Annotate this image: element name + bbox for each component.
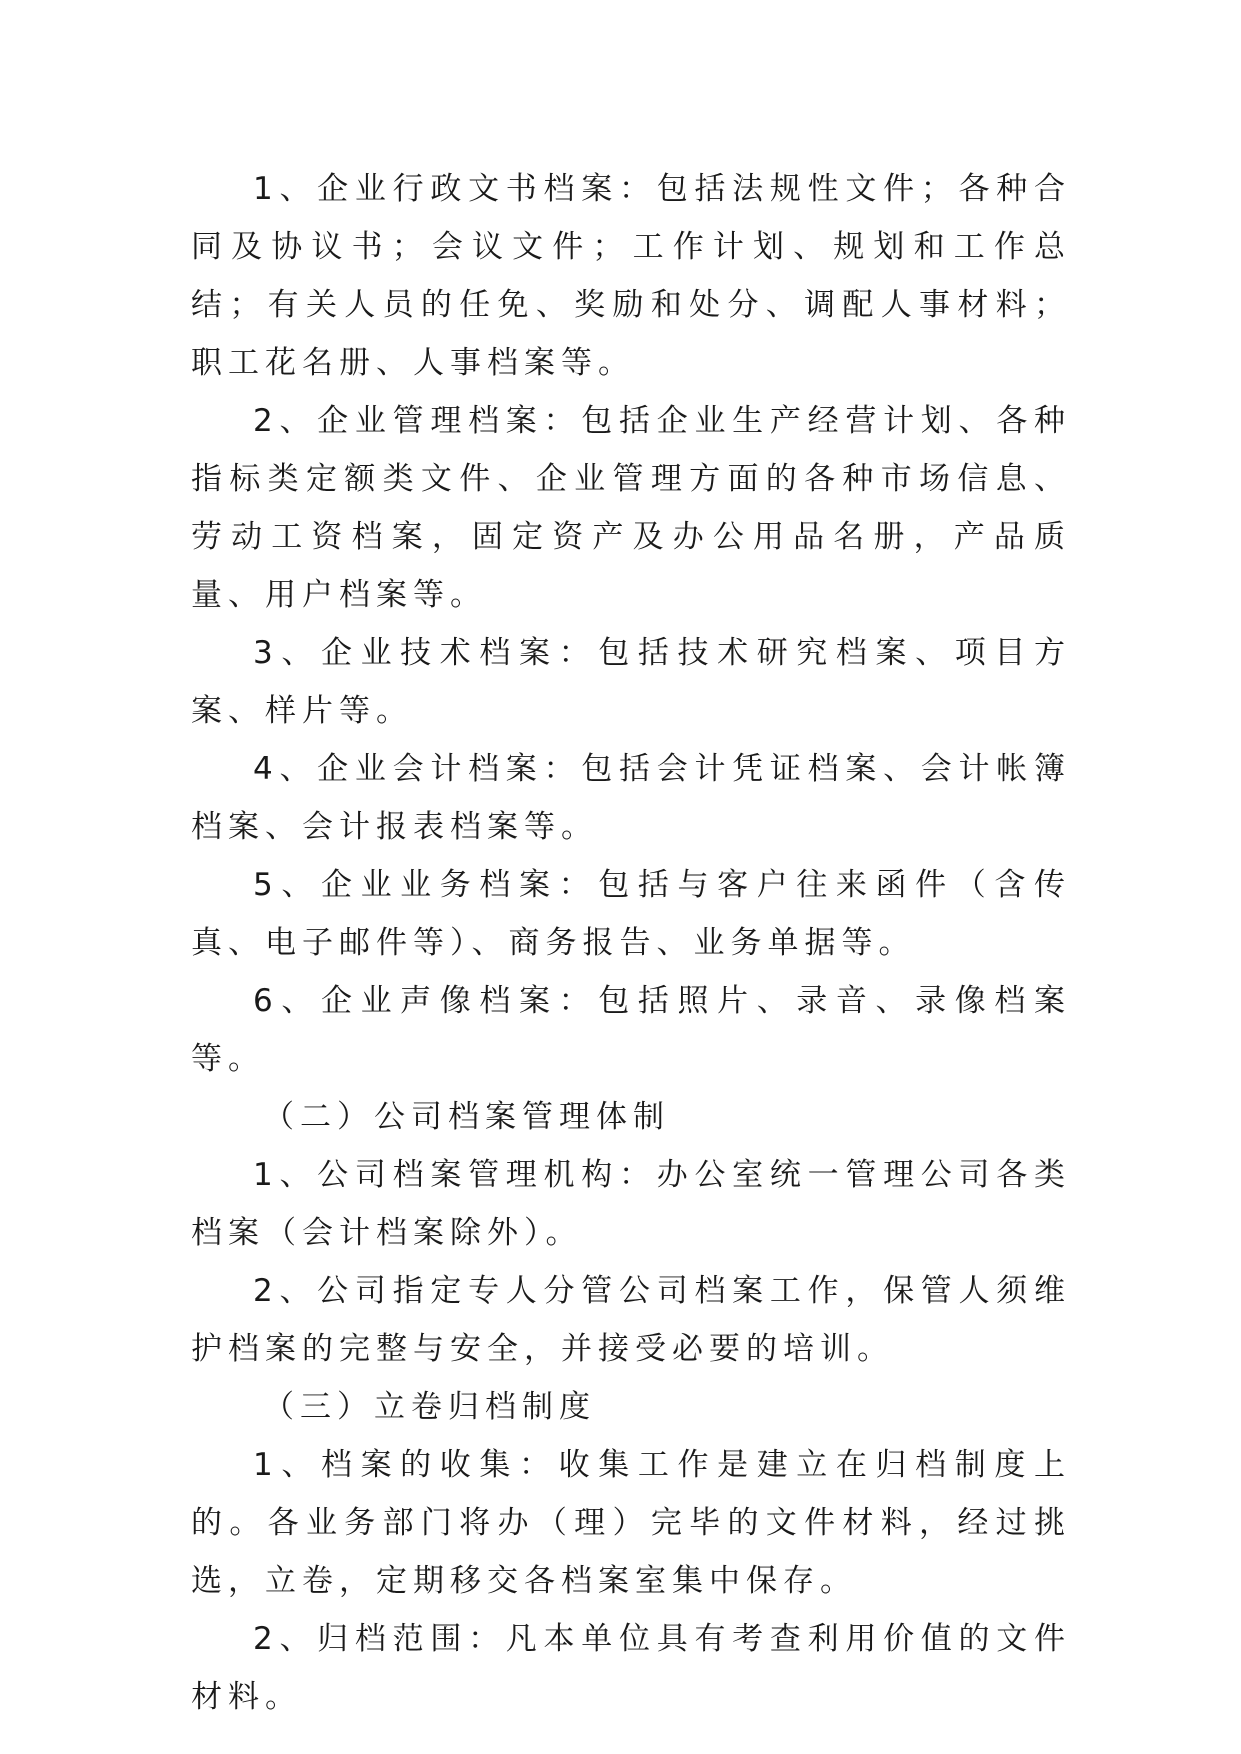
- paragraph-designated-staff: 2、公司指定专人分管公司档案工作，保管人须维护档案的完整与安全，并接受必要的培训。: [191, 1273, 1071, 1367]
- paragraph-management-body: 1、公司档案管理机构：办公室统一管理公司各类档案（会计档案除外）。: [191, 1157, 1071, 1251]
- paragraph-accounting-archives: 4、企业会计档案：包括会计凭证档案、会计帐簿档案、会计报表档案等。: [191, 751, 1071, 845]
- paragraph-management-archives: 2、企业管理档案：包括企业生产经营计划、各种指标类定额类文件、企业管理方面的各种市场信息、劳动工资档案，固定资产及办公用品名册，产品质量、用户档案等。: [191, 403, 1071, 613]
- paragraph-admin-archives: 1、企业行政文书档案：包括法规性文件；各种合同及协议书；会议文件；工作计划、规划和工作总结；有关人员的任免、奖励和处分、调配人事材料；职工花名册、人事档案等。: [191, 171, 1071, 381]
- document-body: [191, 160, 1071, 1726]
- paragraph-collection: 1、档案的收集：收集工作是建立在归档制度上的。各业务部门将办（理）完毕的文件材料，经过挑选，立卷，定期移交各档案室集中保存。: [191, 1447, 1071, 1599]
- paragraph-audiovisual-archives: 6、企业声像档案：包括照片、录音、录像档案等。: [191, 983, 1071, 1077]
- section-heading-management-system: （二）公司档案管理体制: [263, 1099, 670, 1135]
- paragraph-filing-scope: 2、归档范围：凡本单位具有考查利用价值的文件材料。: [191, 1621, 1071, 1715]
- paragraph-business-archives: 5、企业业务档案：包括与客户往来函件（含传真、电子邮件等）、商务报告、业务单据等。: [191, 867, 1071, 961]
- section-heading-filing-system: （三）立卷归档制度: [263, 1389, 596, 1425]
- paragraph-technical-archives: 3、企业技术档案：包括技术研究档案、项目方案、样片等。: [191, 635, 1071, 729]
